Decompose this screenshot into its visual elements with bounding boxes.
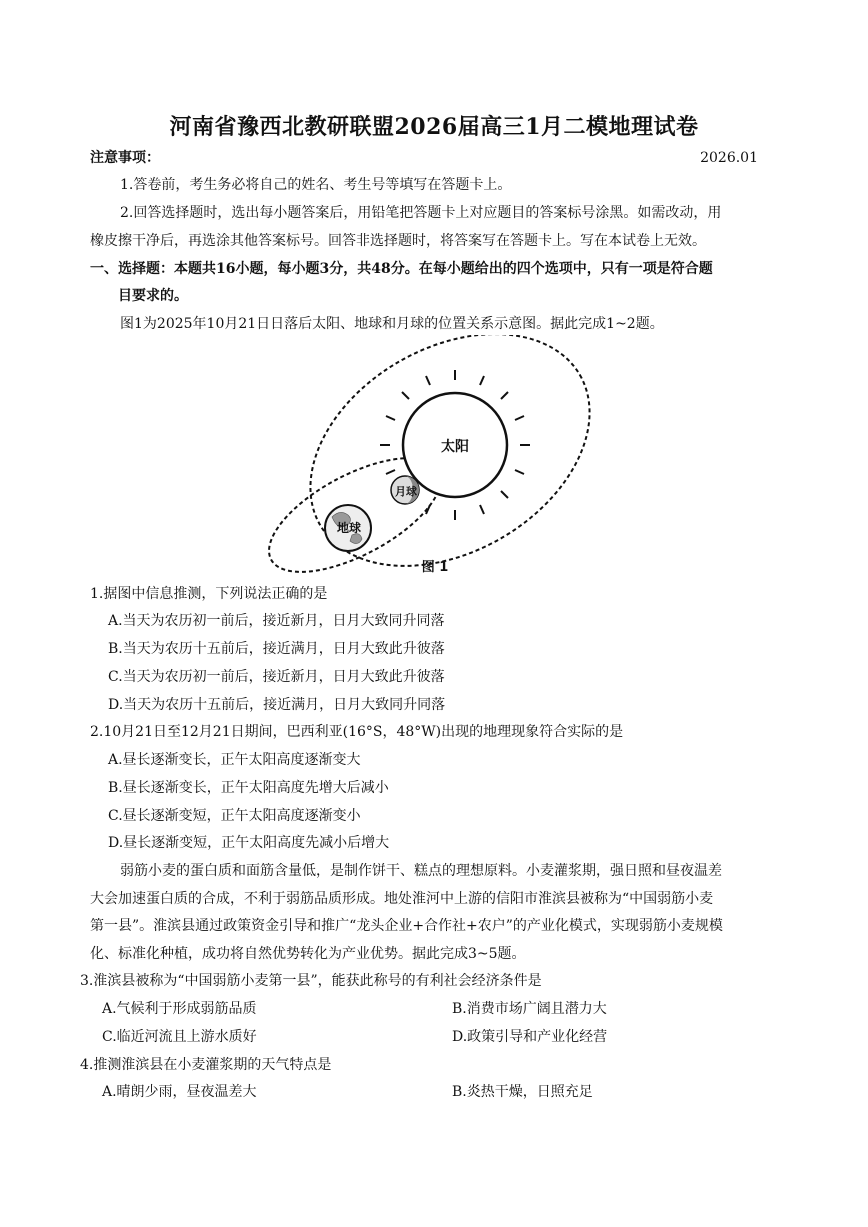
q1-option-a: A.当天为农历初一前后，接近新月，日月大致同升同落 (108, 613, 445, 629)
notice-item-1: 1.答卷前，考生务必将自己的姓名、考生号等填写在答题卡上。 (120, 177, 512, 193)
q3-stem: 3.淮滨县被称为“中国弱筋小麦第一县”，能获此称号的有利社会经济条件是 (80, 973, 542, 989)
notice-item-2: 2.回答选择题时，选出每小题答案后，用铅笔把答题卡上对应题目的答案标号涂黑。如需改动，用 (120, 205, 722, 221)
sun-earth-moon-diagram (260, 335, 600, 580)
figure-1 (260, 335, 600, 580)
sun-label: 太阳 (441, 439, 469, 455)
notice-item-2-cont: 橡皮擦干净后，再选涂其他答案标号。回答非选择题时，将答案写在答题卡上。写在本试卷上无效。 (90, 233, 706, 249)
exam-date: 2026.01 (700, 150, 758, 166)
figure-caption: 图 1 (421, 560, 449, 575)
q1-option-c: C.当天为农历初一前后，接近新月，日月大致此升彼落 (108, 669, 445, 685)
q4-stem: 4.推测淮滨县在小麦灌浆期的天气特点是 (80, 1057, 332, 1073)
moon-label: 月球 (395, 485, 417, 498)
q3-option-b: B.消费市场广阔且潜力大 (452, 1001, 607, 1017)
passage-line-4: 化、标准化种植，成功将自然优势转化为产业优势。据此完成3~5题。 (90, 946, 526, 962)
passage-line-1: 弱筋小麦的蛋白质和面筋含量低，是制作饼干、糕点的理想原料。小麦灌浆期，强日照和昼夜温差 (120, 863, 722, 879)
q2-option-c: C.昼长逐渐变短，正午太阳高度逐渐变小 (108, 808, 361, 824)
passage-line-2: 大会加速蛋白质的合成，不利于弱筋品质形成。地处淮河中上游的信阳市淮滨县被称为“中国弱筋小麦 (90, 891, 714, 907)
section-heading-cont: 目要求的。 (118, 288, 188, 304)
section-heading: 一、选择题：本题共16小题，每小题3分，共48分。在每小题给出的四个选项中，只有一项是符合题 (90, 261, 713, 277)
q1-stem: 1.据图中信息推测，下列说法正确的是 (90, 586, 328, 602)
exam-title: 河南省豫西北教研联盟2026届高三1月二模地理试卷 (169, 114, 699, 140)
figure-intro: 图1为2025年10月21日日落后太阳、地球和月球的位置关系示意图。据此完成1~2题。 (120, 316, 664, 332)
q1-option-d: D.当天为农历十五前后，接近满月，日月大致同升同落 (108, 697, 446, 713)
q3-option-c: C.临近河流且上游水质好 (102, 1029, 257, 1045)
q2-stem: 2.10月21日至12月21日期间，巴西利亚(16°S，48°W)出现的地理现象符合实际的是 (90, 724, 624, 740)
q3-option-a: A.气候利于形成弱筋品质 (102, 1001, 257, 1017)
q4-option-b: B.炎热干燥，日照充足 (452, 1084, 593, 1100)
earth-label: 地球 (336, 521, 362, 535)
q4-option-a: A.晴朗少雨，昼夜温差大 (102, 1084, 257, 1100)
passage-line-3: 第一县”。淮滨县通过政策资金引导和推广“龙头企业+合作社+农户”的产业化模式，实现弱筋小麦规模 (90, 918, 723, 934)
q2-option-b: B.昼长逐渐变长，正午太阳高度先增大后减小 (108, 780, 389, 796)
q2-option-a: A.昼长逐渐变长，正午太阳高度逐渐变大 (108, 752, 361, 768)
q1-option-b: B.当天为农历十五前后，接近满月，日月大致此升彼落 (108, 641, 445, 657)
q3-option-d: D.政策引导和产业化经营 (452, 1029, 608, 1045)
q2-option-d: D.昼长逐渐变短，正午太阳高度先减小后增大 (108, 835, 390, 851)
notice-heading: 注意事项： (90, 150, 160, 166)
